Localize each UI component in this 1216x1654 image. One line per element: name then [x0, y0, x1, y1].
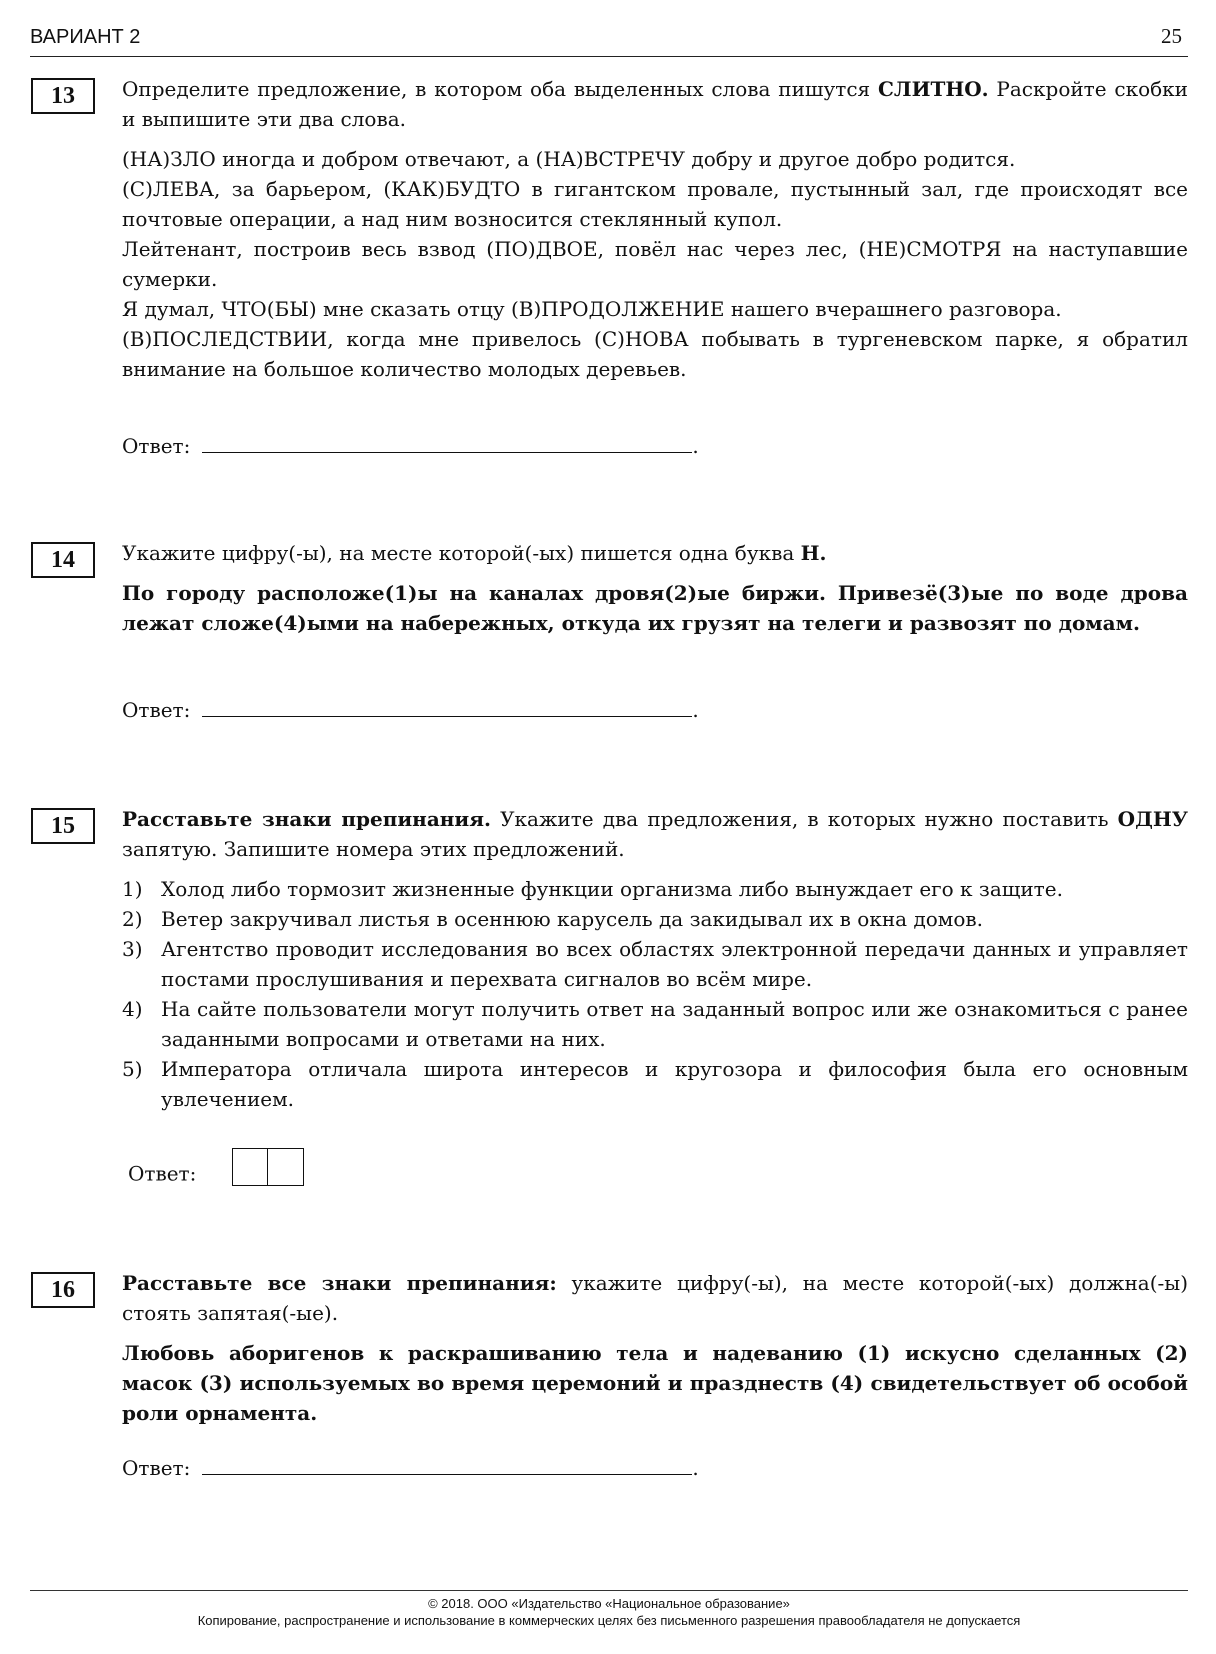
task-number-box: 14: [31, 542, 95, 578]
answer-label: Ответ:: [128, 1161, 197, 1186]
answer-label: Ответ:: [122, 1456, 191, 1480]
task-number-box: 15: [31, 808, 95, 844]
list-item: 2) Ветер закручивал листья в осеннюю карусель да закидывал их в окна домов.: [122, 907, 984, 931]
sentence: (НА)ЗЛО иногда и добром отвечают, а (НА)ВСТРЕЧУ добру и другое добро родится.: [122, 147, 1016, 171]
answer-label: Ответ:: [122, 698, 191, 722]
page-footer: [30, 1590, 1188, 1629]
answer-line[interactable]: [202, 1452, 692, 1475]
answer-field[interactable]: Ответ: .: [122, 430, 699, 461]
answer-label: Ответ:: [122, 434, 191, 458]
page-number: 25: [1161, 24, 1182, 48]
answer-field[interactable]: Ответ: .: [122, 1452, 699, 1483]
task-instruction: Расставьте все знаки препинания: укажите цифру(-ы), на месте которой(-ых) должна(-ы) стоять запятая(-ые).: [122, 1271, 1188, 1325]
list-item: 5) Императора отличала широта интересов и кругозора и философия была его основным увлечением.: [122, 1057, 1188, 1111]
task-body: [122, 804, 1188, 1114]
sentence-list: [122, 874, 1188, 1114]
answer-field[interactable]: Ответ: .: [122, 694, 699, 725]
sentence: (В)ПОСЛЕДСТВИИ, когда мне привелось (С)НОВА побывать в тургеневском парке, я обратил внимание на большое количество молодых деревьев.: [122, 327, 1188, 381]
task-instruction: Определите предложение, в котором оба выделенных слова пишутся СЛИТНО. Раскройте скобки и выпишите эти два слова.: [122, 77, 1188, 131]
list-item: 3) Агентство проводит исследования во всех областях электронной передачи данных и управляет постами прослушивания и перехвата сигналов во всём мире.: [122, 937, 1188, 991]
task-body: [122, 1268, 1188, 1428]
copyright: © 2018. ООО «Издательство «Национальное образование»: [428, 1596, 790, 1611]
copyright-notice: Копирование, распространение и использование в коммерческих целях без письменного разрешения правообладателя не допускается: [197, 1613, 1021, 1628]
task-number-box: 16: [31, 1272, 95, 1308]
sentence: (С)ЛЕВА, за барьером, (КАК)БУДТО в гигантском провале, пустынный зал, где происходят все почтовые операции, а над ним возносится стеклянный купол.: [122, 177, 1188, 231]
variant-label: ВАРИАНТ 2: [30, 26, 141, 48]
answer-line[interactable]: [202, 430, 692, 453]
answer-cell[interactable]: [232, 1148, 268, 1186]
page-header: [30, 22, 1188, 57]
task-number-box: 13: [31, 78, 95, 114]
task-instruction: Укажите цифру(-ы), на месте которой(-ых) пишется одна буква Н.: [122, 541, 827, 565]
answer-line[interactable]: [202, 694, 692, 717]
answer-field: [128, 1152, 304, 1198]
list-item: 4) На сайте пользователи могут получить ответ на заданный вопрос или же ознакомиться с ранее заданными вопросами и ответами на них.: [122, 997, 1188, 1051]
task-instruction: Расставьте знаки препинания. Укажите два предложения, в которых нужно поставить ОДНУ запятую. Запишите номера этих предложений.: [122, 807, 1188, 861]
answer-cell[interactable]: [268, 1148, 304, 1186]
sentence: Я думал, ЧТО(БЫ) мне сказать отцу (В)ПРОДОЛЖЕНИЕ нашего вчерашнего разговора.: [122, 297, 1062, 321]
task-body: [122, 538, 1188, 638]
sentence: Лейтенант, построив весь взвод (ПО)ДВОЕ, повёл нас через лес, (НЕ)СМОТРЯ на наступавшие сумерки.: [122, 237, 1188, 291]
answer-cells: [232, 1148, 304, 1194]
list-item: 1) Холод либо тормозит жизненные функции организма либо вынуждает его к защите.: [122, 877, 1063, 901]
task-text: По городу расположе(1)ы на каналах дровя(2)ые биржи. Привезё(3)ые по воде дрова лежат сложе(4)ыми на набережных, откуда их грузят на телеги и развозят по домам.: [122, 581, 1188, 635]
task-text: Любовь аборигенов к раскрашиванию тела и надеванию (1) искусно сделанных (2) масок (3) используемых во время церемоний и празднеств (4) свидетельствует об особой роли орнамента.: [122, 1341, 1188, 1425]
task-body: [122, 74, 1188, 384]
